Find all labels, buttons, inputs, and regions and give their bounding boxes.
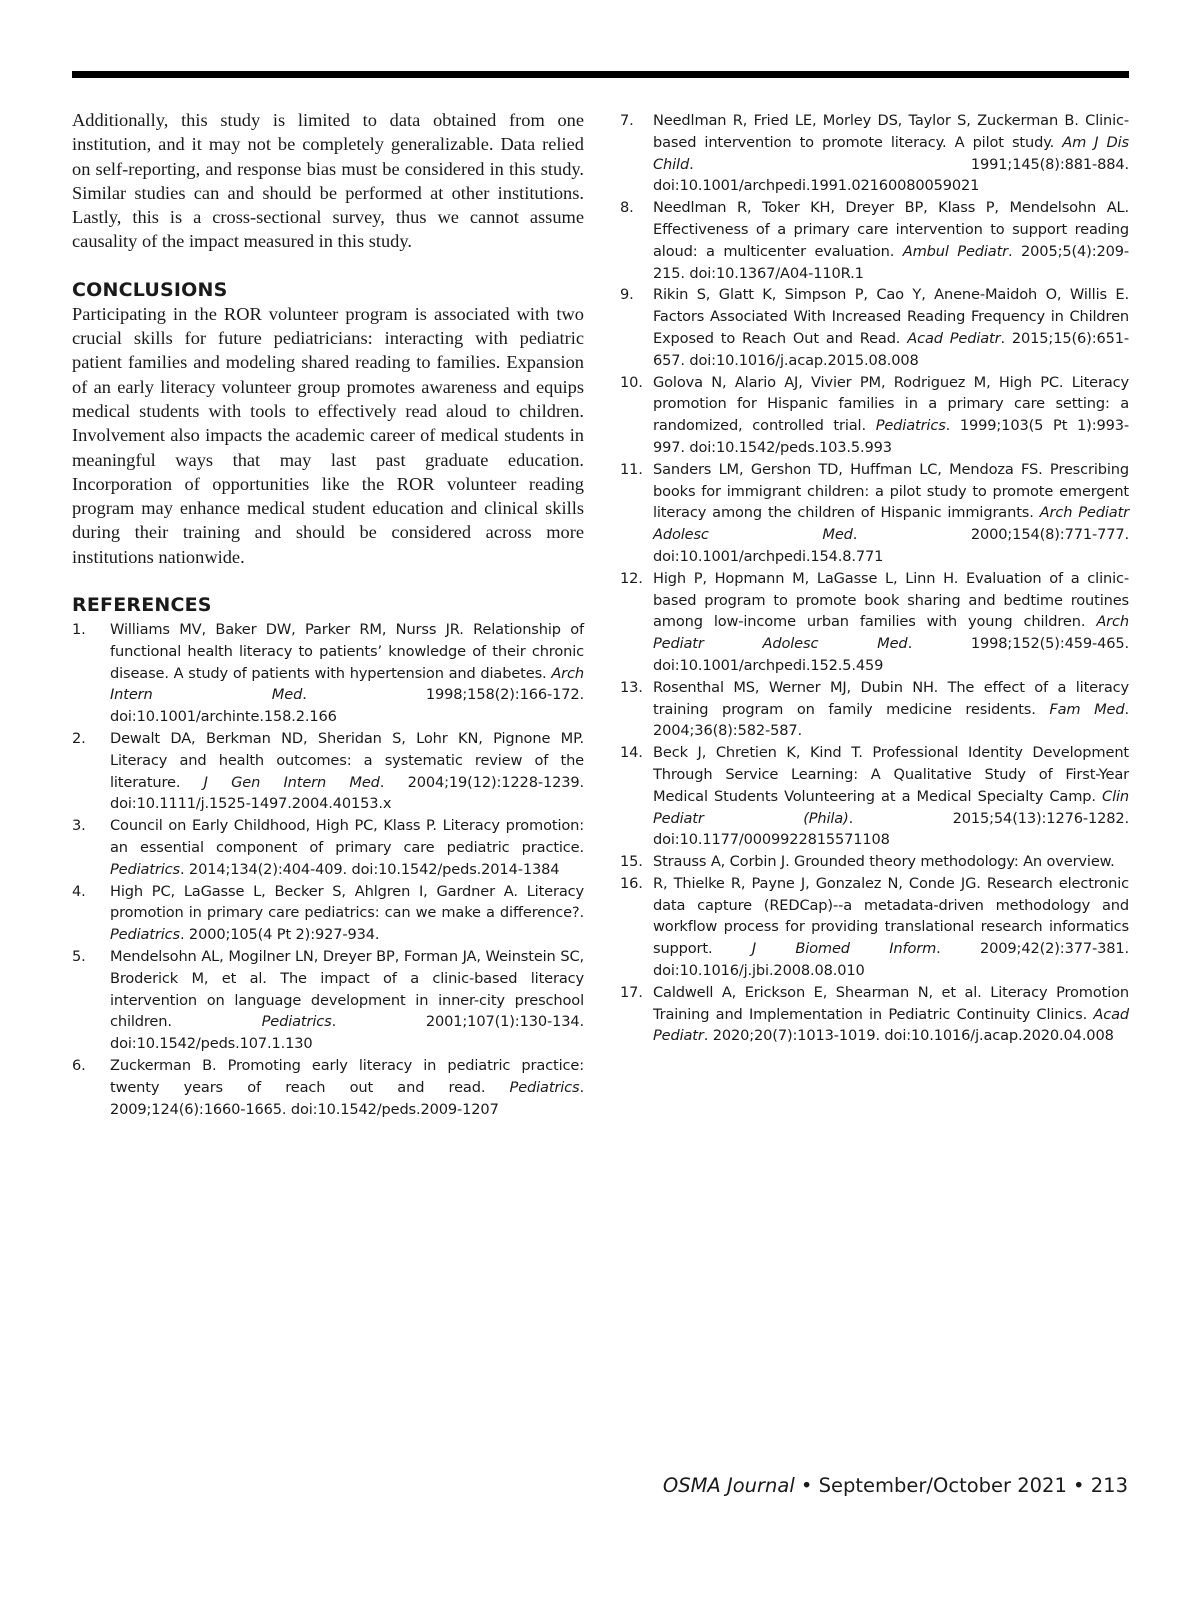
reference-citation: . 1991;145(8):881-884. doi:10.1001/archpedi.1991.02160080059021 — [653, 155, 1129, 195]
reference-number: 17. — [620, 983, 643, 1001]
conclusions-paragraph: Participating in the ROR volunteer program is associated with two crucial skills for future pediatricians: interacting with pediatric patient families and modeling shared reading to families. Expansion of an early literacy volunteer group promotes awareness and equips medical students with tools to effectively read aloud to children. Involvement also impacts the academic career of medical students in meaningful ways that may last past graduate education. Incorporation of opportunities like the ROR volunteer reading program may enhance medical student education and clinical skills during their training and should be considered across more institutions nationwide. — [72, 303, 584, 567]
intro-paragraph: Additionally, this study is limited to data obtained from one institution, and it may not be completely generalizable. Data relied on self-reporting, and response bias must be considered in this study. Similar studies can and should be performed at other institutions. Lastly, this is a cross-sectional survey, thus we cannot assume causality of the impact measured in this study. — [72, 110, 584, 252]
reference-journal: Acad Pediatr — [907, 329, 1001, 347]
reference-text: Beck J, Chretien K, Kind T. Professional Identity Development Through Service Learning: A Qualitative Study of First-Year Medical Students Volunteering at a Medical Specialty Camp. — [653, 744, 1129, 805]
reference-item — [72, 1055, 584, 1120]
reference-item — [72, 881, 584, 946]
page-footer — [663, 1472, 1128, 1500]
reference-journal: Fam Med — [1049, 700, 1125, 718]
reference-item — [620, 568, 1129, 677]
footer-page-number: 213 — [1090, 1474, 1128, 1497]
reference-text: Mendelsohn AL, Mogilner LN, Dreyer BP, Forman JA, Weinstein SC, Broderick M, et al. The impact of a clinic-based literacy intervention on language development in inner-city preschool children. — [110, 948, 584, 1031]
reference-item — [72, 815, 584, 880]
reference-citation: . 2015;54(13):1276-1282. doi:10.1177/0009922815571108 — [653, 809, 1129, 849]
reference-journal: Clin Pediatr (Phila) — [653, 787, 1129, 827]
reference-number: 16. — [620, 874, 643, 892]
conclusions-heading: CONCLUSIONS — [72, 278, 228, 301]
reference-citation: . 2000;105(4 Pt 2):927-934. — [179, 926, 380, 944]
reference-item — [620, 110, 1129, 197]
reference-number: 11. — [620, 460, 643, 478]
reference-journal: Arch Intern Med — [110, 664, 584, 704]
references-list-right — [620, 110, 1129, 1047]
reference-journal: J Biomed Inform — [751, 940, 937, 958]
reference-item — [620, 677, 1129, 742]
reference-journal: Pediatrics — [875, 417, 946, 435]
reference-text: Rikin S, Glatt K, Simpson P, Cao Y, Anene-Maidoh O, Willis E. Factors Associated With Increased Reading Frequency in Children Exposed to Reach Out and Read. — [653, 286, 1129, 347]
reference-journal: Am J Dis Child — [653, 133, 1129, 173]
reference-journal: Acad Pediatr — [653, 1005, 1129, 1045]
reference-journal: Pediatrics — [110, 860, 180, 878]
reference-item — [72, 619, 584, 728]
reference-text: Needlman R, Fried LE, Morley DS, Taylor S, Zuckerman B. Clinic-based intervention to promote literacy. A pilot study. — [653, 112, 1129, 151]
reference-number: 4. — [72, 882, 86, 900]
reference-journal: Pediatrics — [110, 926, 180, 944]
reference-number: 13. — [620, 678, 643, 696]
reference-journal: Pediatrics — [509, 1078, 580, 1096]
footer-separator-1: • — [794, 1474, 819, 1497]
reference-number: 15. — [620, 853, 643, 871]
reference-number: 7. — [620, 112, 634, 129]
reference-citation: . 2001;107(1):130-134. doi:10.1542/peds.107.1.130 — [110, 1013, 584, 1053]
reference-text: Strauss A, Corbin J. Grounded theory methodology: An overview. — [653, 853, 1115, 871]
reference-citation: . 1998;152(5):459-465. doi:10.1001/archpedi.152.5.459 — [653, 635, 1129, 674]
reference-text: Needlman R, Toker KH, Dreyer BP, Klass P, Mendelsohn AL. Effectiveness of a primary care intervention to support reading aloud: a multicenter evaluation. — [653, 199, 1129, 260]
reference-text: High PC, LaGasse L, Becker S, Ahlgren I, Gardner A. Literacy promotion in primary care pediatrics: can we make a difference?. — [110, 882, 584, 922]
top-rule — [72, 71, 1129, 78]
reference-text: Sanders LM, Gershon TD, Huffman LC, Mendoza FS. Prescribing books for immigrant children: a pilot study to promote emergent literacy among the children of Hispanic immigrants. — [653, 460, 1129, 522]
reference-number: 3. — [72, 817, 86, 835]
reference-journal: Arch Pediatr Adolesc Med — [653, 613, 1129, 653]
reference-number: 9. — [620, 286, 634, 304]
reference-citation: . 2005;5(4):209-215. doi:10.1367/A04-110R.1 — [653, 242, 1129, 282]
reference-text: High P, Hopmann M, LaGasse L, Linn H. Evaluation of a clinic-based program to promote book sharing and bedtime routines among low-income urban families with young children. — [653, 569, 1129, 631]
reference-number: 8. — [620, 199, 634, 217]
reference-citation: . 1998;158(2):166-172. doi:10.1001/archinte.158.2.166 — [110, 686, 584, 726]
reference-item — [620, 284, 1129, 371]
reference-citation: . 2000;154(8):771-777. doi:10.1001/archpedi.154.8.771 — [653, 526, 1129, 565]
reference-journal: Pediatrics — [261, 1013, 332, 1031]
reference-citation: . 2014;134(2):404-409. doi:10.1542/peds.2014-1384 — [179, 860, 560, 878]
reference-text: Zuckerman B. Promoting early literacy in pediatric practice: twenty years of reach out and read. — [110, 1056, 584, 1096]
reference-journal: Ambul Pediatr — [902, 242, 1009, 260]
footer-separator-2: • — [1066, 1474, 1091, 1497]
references-list-left — [72, 619, 584, 1120]
reference-citation: . 2004;19(12):1228-1239. doi:10.1111/j.1525-1497.2004.40153.x — [110, 773, 584, 813]
reference-text: Dewalt DA, Berkman ND, Sheridan S, Lohr KN, Pignone MP. Literacy and health outcomes: a systematic review of the literature. — [110, 730, 584, 791]
reference-item — [72, 728, 584, 815]
reference-citation: . 2004;36(8):582-587. — [653, 700, 1129, 740]
reference-number: 6. — [72, 1056, 86, 1074]
reference-number: 12. — [620, 569, 643, 587]
reference-number: 1. — [72, 621, 86, 639]
reference-item — [620, 851, 1129, 873]
reference-citation: . 2020;20(7):1013-1019. doi:10.1016/j.acap.2020.04.008 — [703, 1027, 1114, 1045]
reference-text: Rosenthal MS, Werner MJ, Dubin NH. The effect of a literacy training program on family medicine residents. — [653, 678, 1129, 718]
reference-item — [620, 982, 1129, 1047]
reference-item — [620, 372, 1129, 459]
reference-citation: . 2009;42(2):377-381. doi:10.1016/j.jbi.2008.08.010 — [653, 940, 1129, 980]
reference-number: 10. — [620, 373, 643, 391]
reference-item — [620, 459, 1129, 568]
right-column — [620, 108, 1129, 1047]
reference-number: 5. — [72, 948, 86, 965]
reference-citation: . 2015;15(6):651-657. doi:10.1016/j.acap.2015.08.008 — [653, 329, 1129, 369]
reference-text: Williams MV, Baker DW, Parker RM, Nurss JR. Relationship of functional health literacy to patients’ knowledge of their chronic disease. A study of patients with hypertension and diabetes. — [110, 621, 584, 682]
reference-item — [620, 873, 1129, 982]
footer-issue: September/October 2021 — [818, 1474, 1067, 1497]
references-heading: REFERENCES — [72, 594, 212, 617]
reference-text: Golova N, Alario AJ, Vivier PM, Rodriguez M, High PC. Literacy promotion for Hispanic families in a primary care setting: a randomized, controlled trial. — [653, 373, 1129, 435]
footer-journal-name: OSMA Journal — [662, 1474, 795, 1497]
reference-text: Caldwell A, Erickson E, Shearman N, et al. Literacy Promotion Training and Implementation in Pediatric Continuity Clinics. — [653, 983, 1129, 1023]
reference-citation: . 2009;124(6):1660-1665. doi:10.1542/peds.2009-1207 — [110, 1078, 584, 1118]
reference-citation: . 1999;103(5 Pt 1):993-997. doi:10.1542/peds.103.5.993 — [653, 417, 1129, 456]
reference-text: R, Thielke R, Payne J, Gonzalez N, Conde JG. Research electronic data capture (REDCap)--a metadata-driven methodology and workflow process for providing translational research informatics support. — [653, 874, 1129, 958]
reference-item — [620, 197, 1129, 284]
reference-item — [620, 742, 1129, 851]
reference-number: 2. — [72, 730, 86, 748]
reference-text: Council on Early Childhood, High PC, Klass P. Literacy promotion: an essential component of primary care pediatric practice. — [110, 817, 584, 857]
left-column — [72, 108, 584, 1120]
reference-number: 14. — [620, 744, 643, 762]
reference-item — [72, 946, 584, 1055]
reference-journal: J Gen Intern Med — [203, 773, 380, 791]
reference-journal: Arch Pediatr Adolesc Med — [653, 504, 1129, 544]
